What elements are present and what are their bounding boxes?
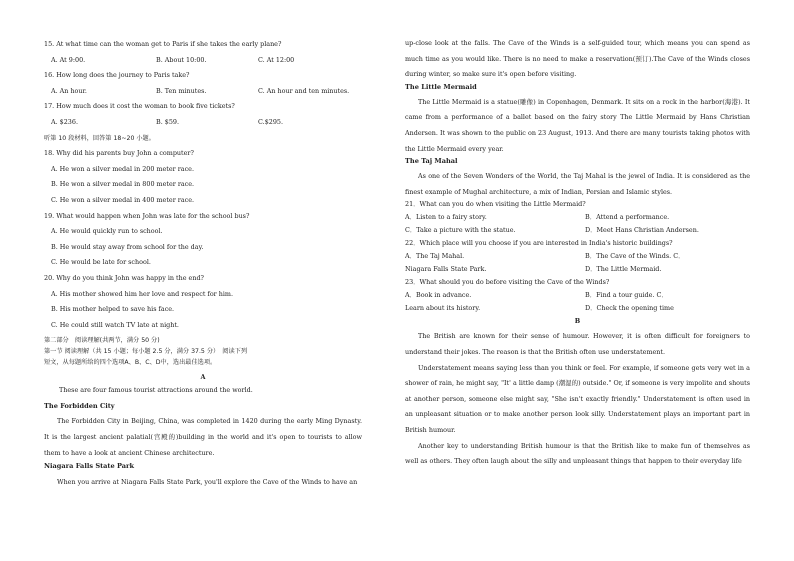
section-one-instruction: 短文，从每题所给的四个选项A、B、C、D中，选出最佳选项。 xyxy=(44,359,217,367)
question-17: 17. How much does it cost the woman to book five tickets? xyxy=(44,102,235,111)
option-19c: C. He would be late for school. xyxy=(51,258,151,267)
heading-niagara: Niagara Falls State Park xyxy=(44,462,135,471)
paragraph-b1: The British are known for their sense of humour. However, it is often difficult for foreigners to understand their jokes. The reason is that the British often use understatement. xyxy=(405,332,750,356)
question-18: 18. Why did his parents buy John a computer? xyxy=(44,149,194,158)
option-b: B．The Cave of the Winds. C． xyxy=(585,252,685,261)
heading-little-mermaid: The Little Mermaid xyxy=(405,82,477,91)
option-c: C. At 12:00 xyxy=(258,55,295,64)
question-19: 19. What would happen when John was late for the school bus? xyxy=(44,211,250,220)
option-a: A. An hour. xyxy=(51,86,87,95)
option-20b: B. His mother helped to save his face. xyxy=(51,305,175,314)
paragraph-taj-mahal: As one of the Seven Wonders of the World, the Taj Mahal is the jewel of India. It is considered as the finest example of Mughal architecture, a mix of Indian, Persian and Islamic styles. xyxy=(405,172,750,196)
heading-taj-mahal: The Taj Mahal xyxy=(405,157,458,166)
option-b: B．Find a tour guide. C． xyxy=(585,291,668,300)
question-23: 23．What should you do before visiting the Cave of the Winds? xyxy=(405,278,610,287)
left-column xyxy=(44,40,362,490)
section-one-heading: 第一节 阅读理解（共 15 小题；每小题 2.5 分，满分 37.5 分） 阅读下列 xyxy=(44,348,248,356)
option-d: D．Meet Hans Christian Andersen. xyxy=(585,226,699,235)
options-17 xyxy=(44,118,362,127)
heading-forbidden-city: The Forbidden City xyxy=(44,401,115,410)
option-c: C. An hour and ten minutes. xyxy=(258,86,350,95)
option-18a: A. He won a silver medal in 200 meter race. xyxy=(51,164,194,173)
options-21-row2 xyxy=(405,226,750,235)
option-19a: A. He would quickly run to school. xyxy=(51,227,163,236)
option-a: A. $236. xyxy=(51,117,78,126)
option-18b: B. He won a silver medal in 800 meter race. xyxy=(51,180,195,189)
options-15 xyxy=(44,56,362,65)
paragraph-b2: Understatement means saying less than you think or feel. For example, if someone gets very wet in a shower of rain, he might say, "It' a little damp (潮湿的) outside." Or, if someone is very impolite and shouts at another person, someone else might say, "She isn't exactly friendly." Understatement is often used in an unpleasant situation or to make another person look silly. Understatement plays an important part in British humour. xyxy=(405,363,750,434)
option-c: C.$295. xyxy=(258,117,283,126)
option-a: A．Book in advance. xyxy=(405,291,472,300)
option-b: B. About 10:00. xyxy=(156,55,207,64)
option-c: C．Take a picture with the statue. xyxy=(405,226,516,235)
passage-a-intro: These are four famous tourist attractions around the world. xyxy=(59,386,253,395)
paragraph-b3: Another key to understanding British humour is that the British like to make fun of themselves as well as others. They often laugh about the silly and unpleasant things that happen to their everyday life xyxy=(405,441,750,466)
option-a: A. At 9:00. xyxy=(51,55,86,64)
option-20c: C. He could still watch TV late at night. xyxy=(51,320,179,329)
options-22-row2 xyxy=(405,265,750,274)
question-20: 20. Why do you think John was happy in the end? xyxy=(44,273,204,282)
options-23-row2 xyxy=(405,304,750,313)
option-20a: A. His mother showed him her love and respect for him. xyxy=(51,289,233,298)
question-21: 21．What can you do when visiting the Little Mermaid? xyxy=(405,200,586,209)
right-column xyxy=(405,40,750,470)
option-b: B．Attend a performance. xyxy=(585,213,670,222)
option-d: D．The Little Mermaid. xyxy=(585,265,662,274)
question-15: 15. At what time can the woman get to Paris if she takes the early plane? xyxy=(44,40,282,48)
option-a: A．Listen to a fairy story. xyxy=(405,213,487,222)
options-21-row1 xyxy=(405,213,750,222)
options-22-row1 xyxy=(405,252,750,261)
question-22: 22．Which place will you choose if you are interested in India's historic buildings? xyxy=(405,239,673,248)
paragraph-niagara-end: up-close look at the falls. The Cave of the Winds is a self-guided tour, which means you can spend as much time as you would like. There is no need to make a reservation(预订).The Cave of the Winds closes during winter, so make sure it's open before visiting. xyxy=(405,39,750,79)
option-c: Learn about its history. xyxy=(405,304,481,313)
option-b: B. Ten minutes. xyxy=(156,86,207,95)
question-16: 16. How long does the journey to Paris take? xyxy=(44,71,190,80)
option-b: B. $59. xyxy=(156,117,179,126)
option-18c: C. He won a silver medal in 400 meter race. xyxy=(51,195,195,204)
paragraph-forbidden-city: The Forbidden City in Beijing, China, was completed in 1420 during the early Ming Dynasty. It is the largest ancient palatial(宫殿的)building in the world and it's open to tourists to allow them to have a look at ancient Chinese architecture. xyxy=(44,417,362,457)
option-c: Niagara Falls State Park. xyxy=(405,265,487,274)
options-16 xyxy=(44,87,362,96)
option-19b: B. He would stay away from school for the day. xyxy=(51,242,204,251)
option-d: D．Check the opening time xyxy=(585,304,674,313)
passage-a-label: A xyxy=(200,373,206,382)
options-23-row1 xyxy=(405,291,750,300)
option-a: A．The Taj Mahal. xyxy=(405,252,465,261)
paragraph-niagara-start: When you arrive at Niagara Falls State Park, you'll explore the Cave of the Winds to have an xyxy=(57,477,358,486)
part-two-heading: 第二部分 阅读理解(共两节，满分 50 分) xyxy=(44,337,160,345)
listening-instruction: 听第 10 段材料，回答第 18~20 小题。 xyxy=(44,134,155,142)
paragraph-little-mermaid: The Little Mermaid is a statue(雕像) in Copenhagen, Denmark. It sits on a rock in the harbor(海港). It came from a performance of a ballet based on the fairy story The Little Mermaid by Hans Christian Andersen. It was shown to the public on 23 August, 1913. And there are many tourists taking photos with the Little Mermaid every year. xyxy=(405,97,750,153)
passage-b-label: B xyxy=(574,317,581,326)
